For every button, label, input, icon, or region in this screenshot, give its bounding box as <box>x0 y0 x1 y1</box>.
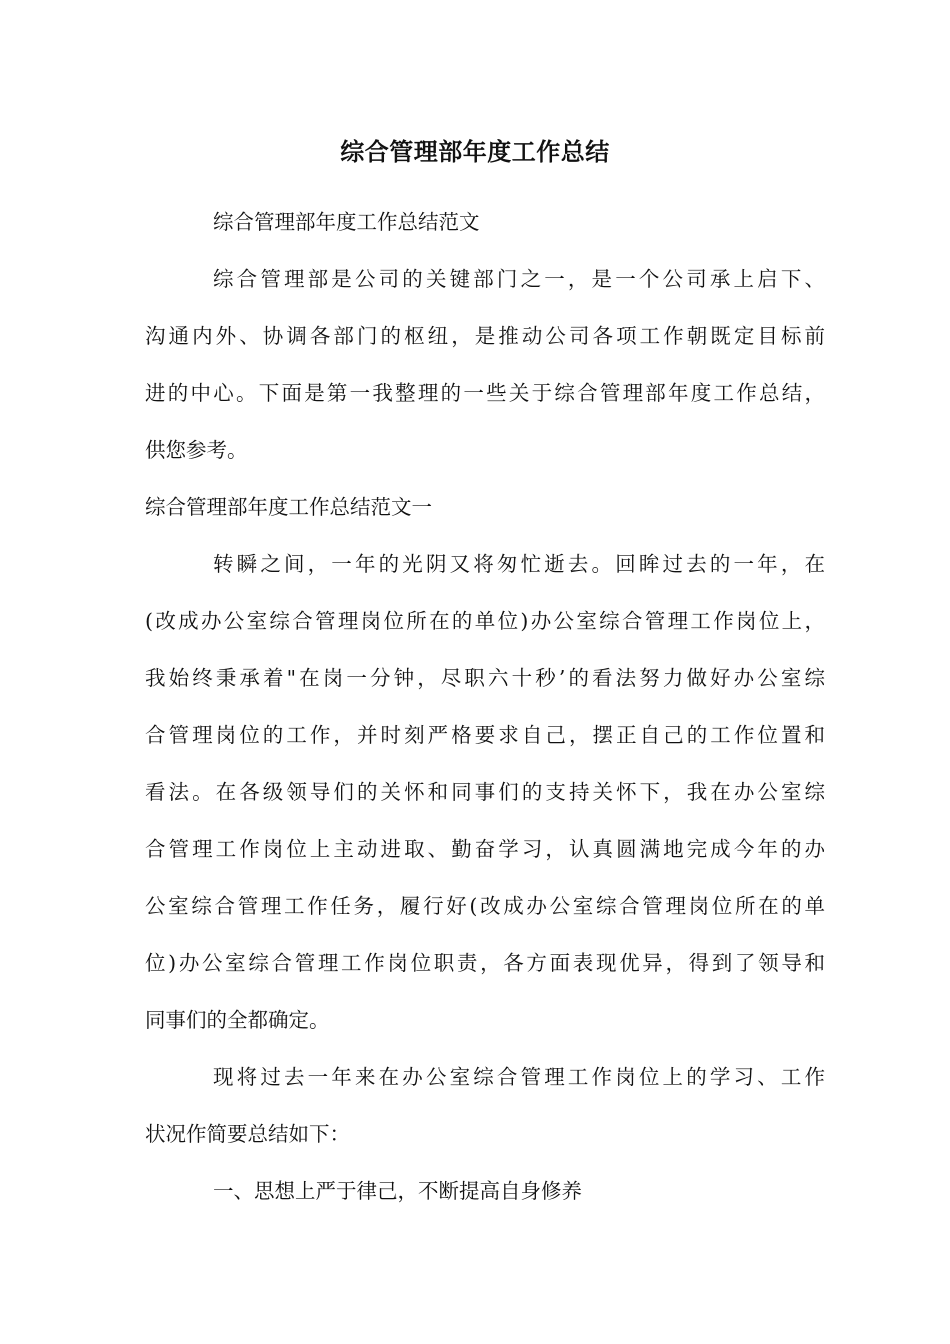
document-title: 综合管理部年度工作总结 <box>340 137 610 166</box>
paragraph-line: 位)办公室综合管理工作岗位职责，各方面表现优异，得到了领导和 <box>145 951 825 975</box>
paragraph-line: 综合管理部是公司的关键部门之一，是一个公司承上启下、 <box>213 267 825 291</box>
paragraph-line: 我始终秉承着"在岗一分钟，尽职六十秒’的看法努力做好办公室综 <box>145 666 825 690</box>
paragraph-line: 状况作简要总结如下： <box>145 1122 350 1146</box>
paragraph-line: 供您参考。 <box>145 438 248 462</box>
paragraph-line: 现将过去一年来在办公室综合管理工作岗位上的学习、工作 <box>213 1065 825 1089</box>
section-heading: 综合管理部年度工作总结范文一 <box>145 495 432 519</box>
subtitle-line: 综合管理部年度工作总结范文 <box>213 210 480 234</box>
paragraph-line: 沟通内外、协调各部门的枢纽，是推动公司各项工作朝既定目标前 <box>145 324 825 348</box>
paragraph-line: 进的中心。下面是第一我整理的一些关于综合管理部年度工作总结， <box>145 381 825 405</box>
paragraph-line: (改成办公室综合管理岗位所在的单位)办公室综合管理工作岗位上， <box>145 609 825 633</box>
paragraph-line: 看法。在各级领导们的关怀和同事们的支持关怀下，我在办公室综 <box>145 780 825 804</box>
numbered-heading: 一、思想上严于律己，不断提高自身修养 <box>213 1179 582 1203</box>
paragraph-line: 转瞬之间，一年的光阴又将匆忙逝去。回眸过去的一年，在 <box>213 552 825 576</box>
paragraph-line: 公室综合管理工作任务，履行好(改成办公室综合管理岗位所在的单 <box>145 894 825 918</box>
paragraph-line: 同事们的全都确定。 <box>145 1008 330 1032</box>
paragraph-line: 合管理岗位的工作，并时刻严格要求自己，摆正自己的工作位置和 <box>145 723 825 747</box>
paragraph-line: 合管理工作岗位上主动进取、勤奋学习，认真圆满地完成今年的办 <box>145 837 825 861</box>
